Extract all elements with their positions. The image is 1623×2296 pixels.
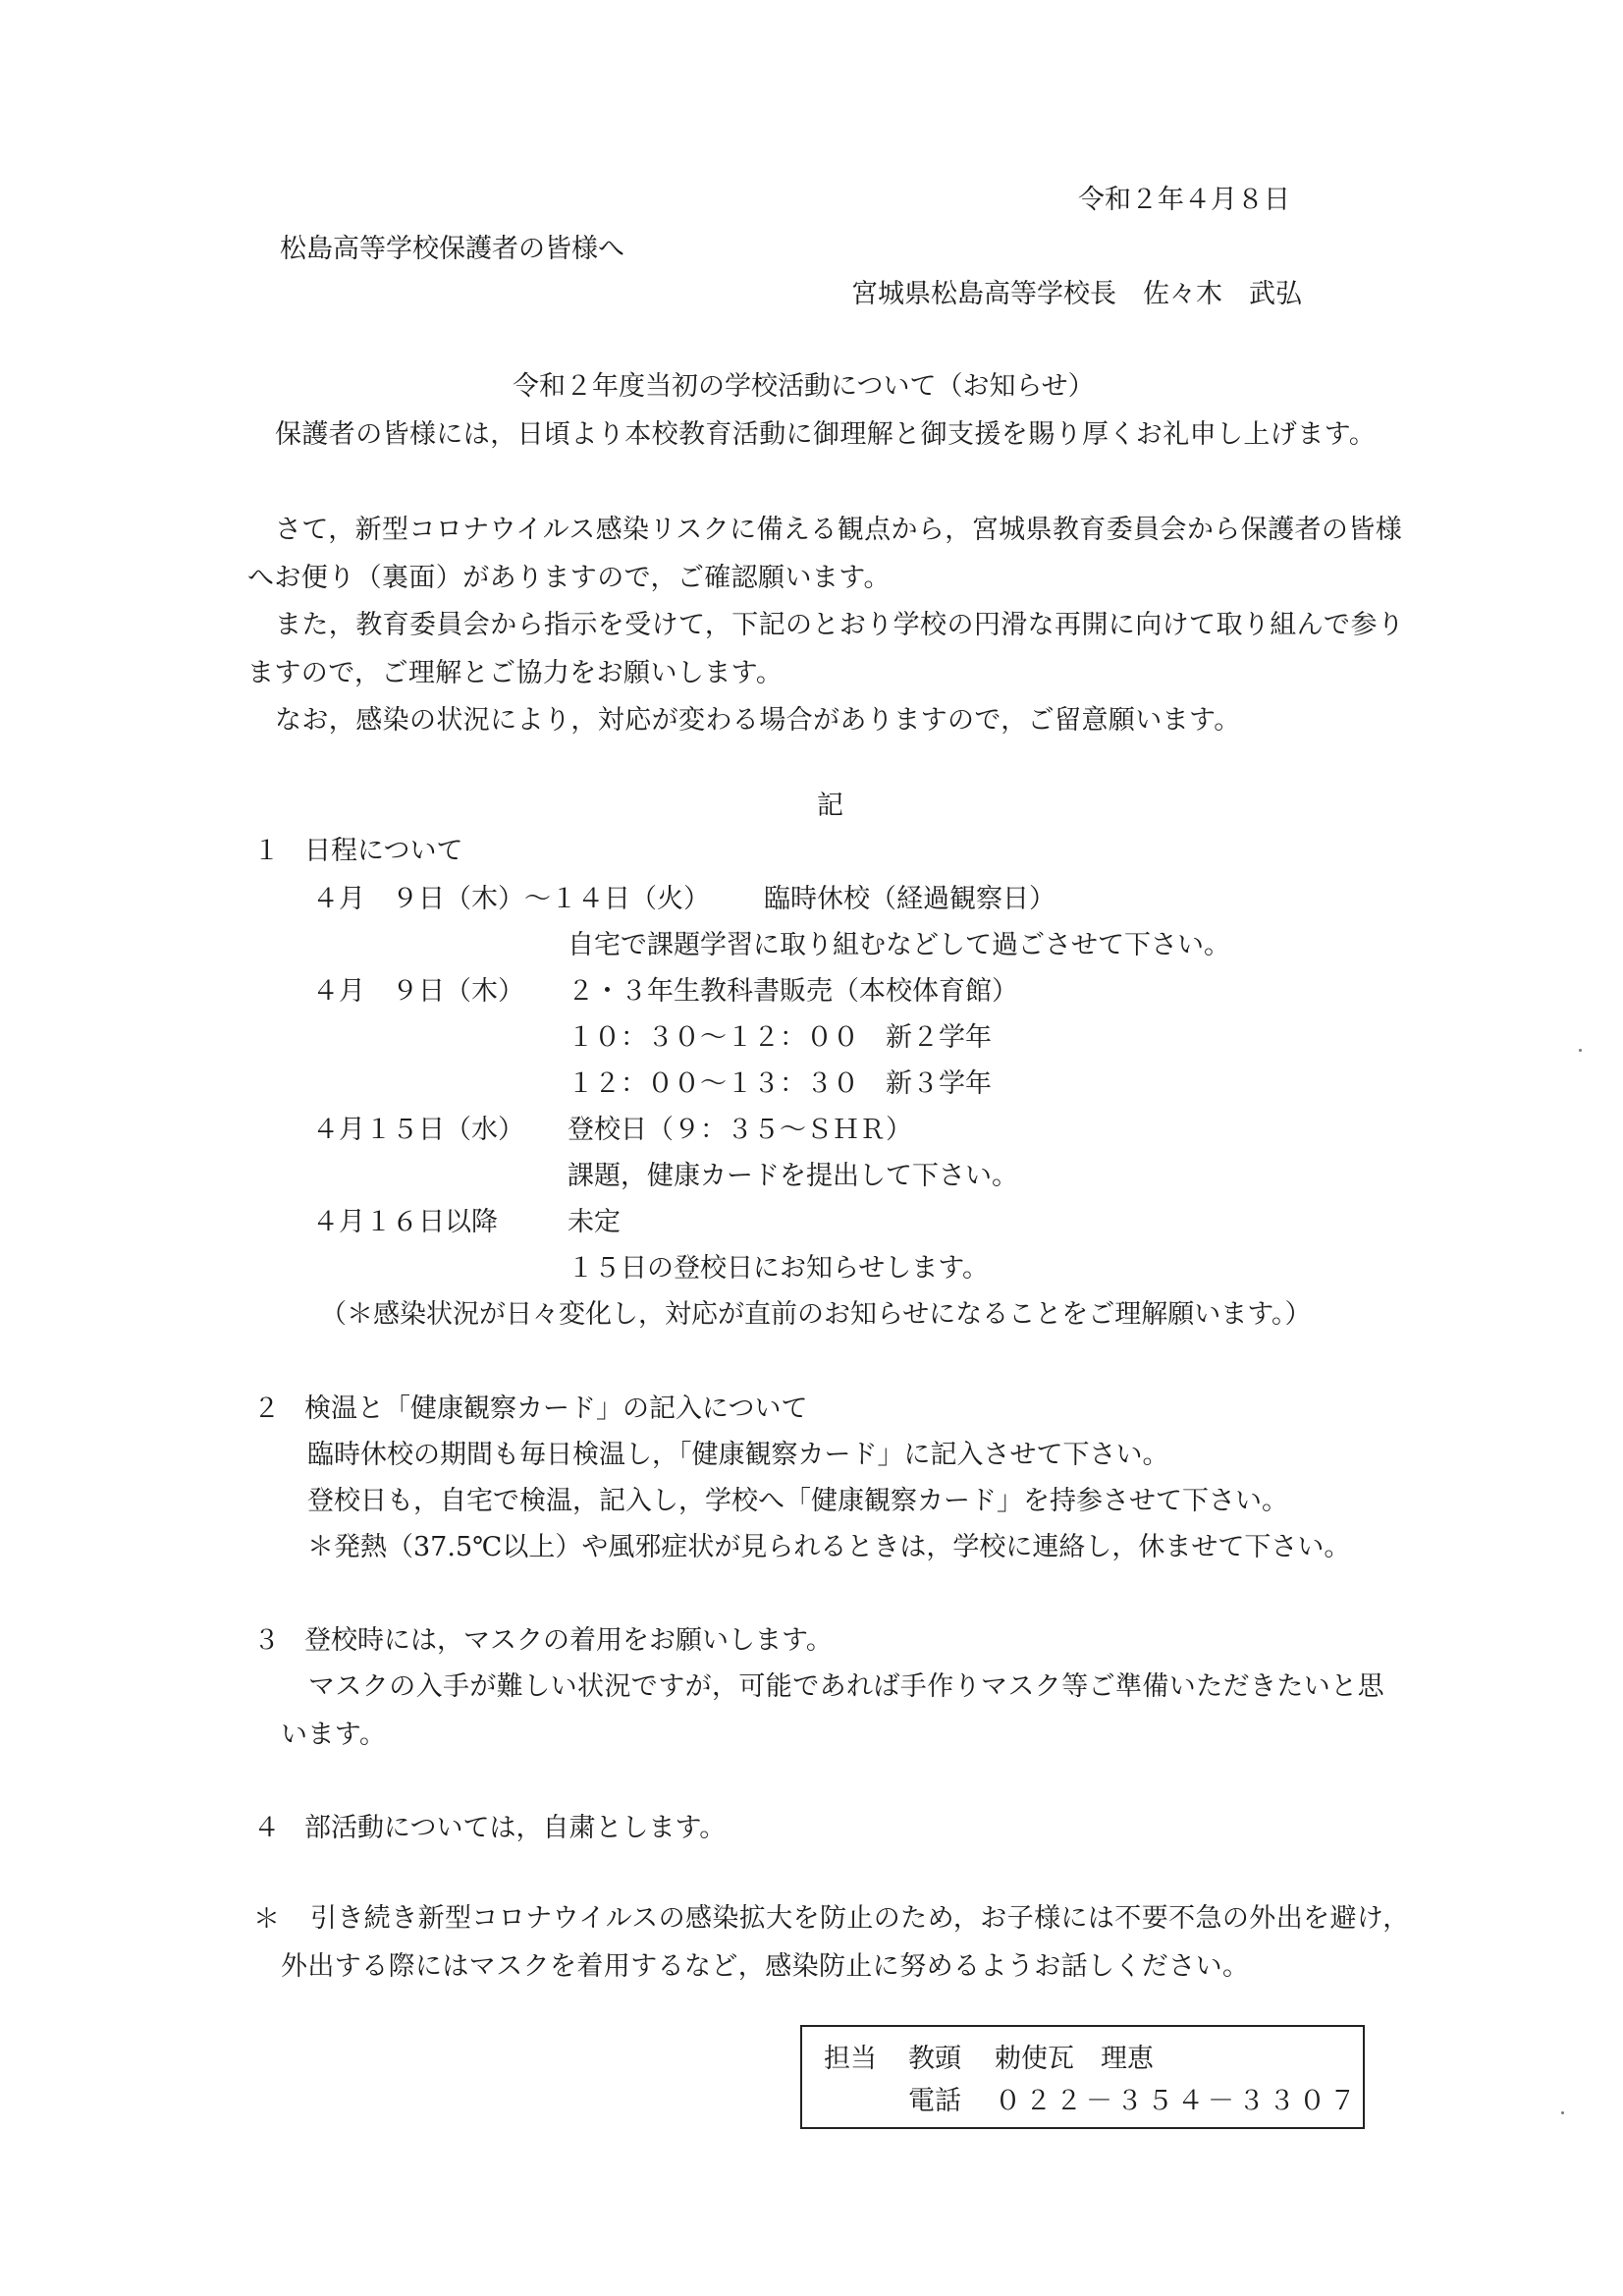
recipient-line: 松島高等学校保護者の皆様へ (280, 234, 624, 264)
schedule-text: 登校日（９：３５～ＳＨＲ） (568, 1115, 912, 1145)
intro-paragraph-2: さて，新型コロナウイルス感染リスクに備える観点から，宮城県教育委員会から保護者の皆様へお便り（裏面）がありますので，ご確認願います。 (247, 515, 1403, 593)
document-title: 令和２年度当初の学校活動について（お知らせ） (513, 371, 1095, 402)
section3-body: マスクの入手が難しい状況ですが，可能であれば手作りマスク等ご準備いただきたいと思います。 (281, 1671, 1384, 1750)
notice-text: 引き続き新型コロナウイルスの感染拡大を防止のため，お子様には不要不急の外出を避け，外出する際にはマスクを着用するなど，感染防止に努めるようお話しください。 (281, 1903, 1410, 1982)
intro-paragraph-1: 保護者の皆様には，日頃より本校教育活動に御理解と御支援を賜り厚くお礼申し上げます。 (275, 419, 1377, 450)
contact-phone: ０２２－３５４－３３０７ (995, 2086, 1360, 2116)
sender-line: 宮城県松島高等学校長 佐々木 武弘 (851, 279, 1302, 309)
schedule-date: ４月１６日以降 (312, 1207, 498, 1237)
contact-phone-label: 電話 (908, 2086, 961, 2116)
schedule-text: 課題，健康カードを提出して下さい。 (568, 1161, 1018, 1191)
ki-heading: 記 (817, 791, 843, 821)
section4-heading: 部活動については，自粛とします。 (304, 1813, 727, 1843)
schedule-text: １２：００～１３：３０ 新３学年 (568, 1068, 992, 1099)
section3-number: ３ (253, 1625, 280, 1656)
schedule-date: ４月１５日（水） (312, 1115, 524, 1145)
scan-speck (1579, 1049, 1582, 1052)
schedule-text: 自宅で課題学習に取り組むなどして過ごさせて下さい。 (568, 930, 1230, 960)
schedule-date: ４月 ９日（木） (312, 976, 524, 1007)
scan-speck (1561, 2111, 1564, 2114)
schedule-text: ２・３年生教科書販売（本校体育館） (568, 976, 1018, 1007)
intro-paragraph-4: なお，感染の状況により，対応が変わる場合がありますので，ご留意願います。 (275, 705, 1241, 736)
intro-paragraph-3: また，教育委員会から指示を受けて，下記のとおり学校の円滑な再開に向けて取り組んで参りますので，ご理解とご協力をお願いします。 (247, 610, 1405, 688)
schedule-text: １０：３０～１２：００ 新２学年 (568, 1022, 992, 1053)
section2-number: ２ (253, 1394, 280, 1424)
section2-line-1: 臨時休校の期間も毎日検温し，「健康観察カード」に記入させて下さい。 (307, 1440, 1169, 1470)
section2-line-2: 登校日も，自宅で検温，記入し，学校へ「健康観察カード」を持参させて下さい。 (307, 1486, 1288, 1516)
contact-position: 教頭 (908, 2044, 961, 2074)
schedule-text: 臨時休校（経過観察日） (764, 884, 1055, 914)
section4-number: ４ (253, 1813, 280, 1843)
section1-note: （＊感染状況が日々変化し，対応が直前のお知らせになることをご理解願います。） (320, 1299, 1312, 1330)
section2-line-3: ＊発熱（37.5℃以上）や風邪症状が見られるときは，学校に連絡し，休ませて下さい。 (307, 1532, 1351, 1562)
schedule-date: ４月 ９日（木）～１４日（火） (312, 884, 710, 914)
section1-heading: 日程について (304, 836, 463, 866)
schedule-text: １５日の登校日にお知らせします。 (568, 1253, 990, 1284)
contact-role-label: 担当 (824, 2044, 877, 2074)
section1-number: １ (253, 836, 280, 866)
section2-heading: 検温と「健康観察カード」の記入について (304, 1394, 808, 1424)
notice-asterisk: ＊ (253, 1904, 280, 1935)
section3-heading: 登校時には，マスクの着用をお願いします。 (304, 1625, 833, 1656)
contact-box (800, 2025, 1365, 2129)
contact-name: 勅使瓦 理恵 (995, 2044, 1154, 2074)
schedule-text: 未定 (568, 1207, 621, 1237)
document-date: 令和２年４月８日 (1078, 185, 1290, 215)
